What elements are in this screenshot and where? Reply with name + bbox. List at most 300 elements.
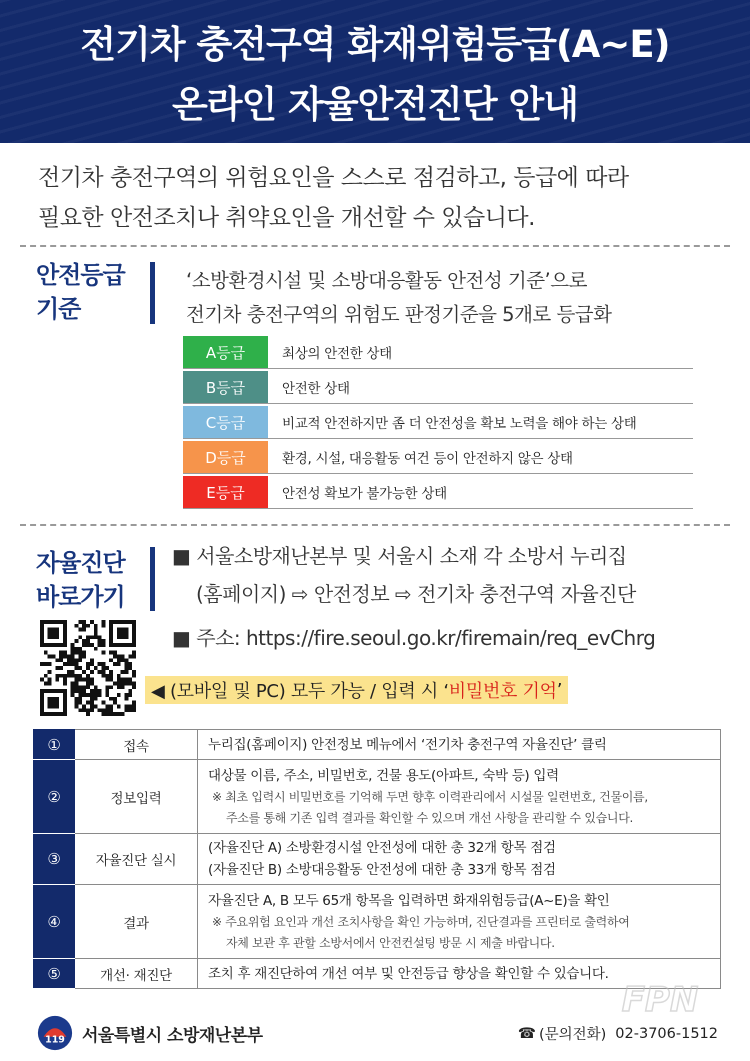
qr-module bbox=[109, 651, 113, 655]
grade-description: 안전성 확보가 불가능한 상태 bbox=[282, 486, 447, 502]
qr-module bbox=[63, 639, 67, 643]
qr-module bbox=[105, 674, 109, 678]
qr-module bbox=[86, 624, 90, 628]
qr-module bbox=[113, 655, 117, 659]
grade-description: 환경, 시설, 대응활동 여건 등이 안전하지 않은 상태 bbox=[282, 451, 573, 467]
qr-module bbox=[101, 639, 105, 643]
qr-module bbox=[132, 643, 136, 647]
qr-module bbox=[124, 628, 128, 632]
qr-module bbox=[86, 678, 90, 682]
qr-module bbox=[124, 681, 128, 685]
qr-module bbox=[78, 674, 82, 678]
qr-module bbox=[82, 704, 86, 708]
qr-module bbox=[94, 689, 98, 693]
qr-module bbox=[59, 712, 63, 716]
qr-module bbox=[121, 670, 125, 674]
step-number: ③ bbox=[34, 834, 75, 885]
qr-module bbox=[128, 689, 132, 693]
qr-module bbox=[90, 658, 94, 662]
qr-module bbox=[121, 681, 125, 685]
qr-module bbox=[132, 655, 136, 659]
qr-module bbox=[48, 632, 52, 636]
qr-module bbox=[63, 635, 67, 639]
qr-module bbox=[90, 678, 94, 682]
qr-module bbox=[128, 708, 132, 712]
qr-module bbox=[90, 681, 94, 685]
notice-highlight: 비밀번호 기억 bbox=[448, 681, 557, 702]
qr-module bbox=[128, 662, 132, 666]
qr-module bbox=[105, 712, 109, 716]
qr-module bbox=[132, 704, 136, 708]
qr-module bbox=[75, 674, 79, 678]
step-note: ※ 주요위험 요인과 개선 조치사항을 확인 가능하며, 진단결과를 프린터로 출력하여 bbox=[212, 914, 630, 929]
qr-module bbox=[55, 704, 59, 708]
qr-module bbox=[44, 712, 48, 716]
qr-module bbox=[48, 701, 52, 705]
qr-module bbox=[55, 678, 59, 682]
qr-module bbox=[59, 674, 63, 678]
qr-module bbox=[132, 708, 136, 712]
qr-module bbox=[82, 628, 86, 632]
qr-module bbox=[113, 662, 117, 666]
grade-label: D등급 bbox=[183, 441, 268, 473]
qr-module bbox=[44, 674, 48, 678]
step-row bbox=[34, 760, 721, 834]
qr-module bbox=[117, 674, 121, 678]
qr-module bbox=[109, 670, 113, 674]
qr-module bbox=[71, 658, 75, 662]
qr-module bbox=[90, 670, 94, 674]
shortcut-title-line1: 자율진단 bbox=[36, 549, 125, 577]
shortcut-line2: (홈페이지) ⇨ 안전정보 ⇨ 전기차 충전구역 자율진단 bbox=[196, 582, 636, 606]
qr-module bbox=[117, 655, 121, 659]
qr-module bbox=[75, 624, 79, 628]
qr-module bbox=[78, 658, 82, 662]
grade-description: 안전한 상태 bbox=[282, 381, 350, 397]
qr-module bbox=[63, 693, 67, 697]
qr-module bbox=[132, 620, 136, 624]
qr-module bbox=[109, 620, 113, 624]
qr-module bbox=[124, 658, 128, 662]
step-label: 정보입력 bbox=[75, 760, 198, 834]
section-title-standard bbox=[36, 258, 125, 326]
notice-banner bbox=[145, 676, 568, 704]
qr-module bbox=[101, 624, 105, 628]
qr-module bbox=[98, 643, 102, 647]
qr-module bbox=[63, 689, 67, 693]
qr-module bbox=[98, 662, 102, 666]
qr-module bbox=[75, 697, 79, 701]
qr-module bbox=[67, 662, 71, 666]
qr-module bbox=[90, 620, 94, 624]
qr-module bbox=[40, 620, 44, 624]
qr-module bbox=[86, 685, 90, 689]
qr-module bbox=[124, 693, 128, 697]
step-note: ※ 최초 입력시 비밀번호를 기억해 두면 향후 이력관리에서 시설물 일련번호, 건물이름, bbox=[212, 789, 648, 804]
qr-module bbox=[82, 624, 86, 628]
qr-module bbox=[55, 697, 59, 701]
qr-module bbox=[52, 628, 56, 632]
qr-module bbox=[59, 643, 63, 647]
qr-module bbox=[63, 704, 67, 708]
qr-module bbox=[40, 708, 44, 712]
qr-module bbox=[105, 666, 109, 670]
step-note: 주소를 통해 기존 입력 결과를 확인할 수 있으며 개선 사항을 관리할 수 있습니다. bbox=[226, 810, 634, 825]
qr-module bbox=[90, 693, 94, 697]
qr-module bbox=[63, 643, 67, 647]
qr-module bbox=[63, 697, 67, 701]
page-title-line1: 전기차 충전구역 화재위험등급(A~E) bbox=[80, 23, 670, 66]
qr-module bbox=[98, 689, 102, 693]
step-row bbox=[34, 730, 721, 760]
qr-module bbox=[44, 681, 48, 685]
qr-module bbox=[86, 708, 90, 712]
qr-module bbox=[86, 662, 90, 666]
qr-module bbox=[90, 704, 94, 708]
grade-row bbox=[183, 441, 693, 474]
qr-module bbox=[55, 658, 59, 662]
qr-module bbox=[75, 681, 79, 685]
qr-module bbox=[113, 643, 117, 647]
qr-module bbox=[55, 689, 59, 693]
qr-module bbox=[117, 632, 121, 636]
qr-module bbox=[48, 655, 52, 659]
qr-module bbox=[132, 681, 136, 685]
qr-module bbox=[82, 655, 86, 659]
qr-module bbox=[94, 632, 98, 636]
qr-module bbox=[71, 647, 75, 651]
qr-module bbox=[132, 624, 136, 628]
qr-module bbox=[113, 697, 117, 701]
step-label: 접속 bbox=[75, 730, 198, 760]
qr-module bbox=[124, 697, 128, 701]
qr-module bbox=[40, 697, 44, 701]
qr-module bbox=[105, 678, 109, 682]
qr-module bbox=[44, 620, 48, 624]
qr-module bbox=[128, 678, 132, 682]
qr-module bbox=[101, 651, 105, 655]
grade-label: C등급 bbox=[183, 406, 268, 438]
qr-module bbox=[78, 651, 82, 655]
qr-module bbox=[98, 639, 102, 643]
qr-module bbox=[117, 658, 121, 662]
qr-module bbox=[90, 689, 94, 693]
step-note: 자체 보관 후 관할 소방서에서 안전컨설팅 방문 시 제출 바랍니다. bbox=[226, 935, 555, 950]
grade-table bbox=[183, 336, 693, 511]
qr-module bbox=[44, 651, 48, 655]
qr-module bbox=[78, 655, 82, 659]
qr-module bbox=[109, 697, 113, 701]
qr-module bbox=[40, 643, 44, 647]
grade-description: 비교적 안전하지만 좀 더 안전성을 확보 노력을 해야 하는 상태 bbox=[282, 416, 637, 432]
qr-module bbox=[109, 712, 113, 716]
qr-module bbox=[75, 685, 79, 689]
qr-module bbox=[105, 708, 109, 712]
qr-module bbox=[71, 685, 75, 689]
step-row bbox=[34, 885, 721, 959]
qr-module bbox=[124, 670, 128, 674]
grade-row bbox=[183, 476, 693, 509]
qr-module bbox=[75, 651, 79, 655]
qr-module bbox=[59, 655, 63, 659]
qr-module bbox=[59, 620, 63, 624]
qr-module bbox=[117, 628, 121, 632]
phone-icon: ☎ bbox=[517, 1025, 536, 1042]
qr-module bbox=[40, 662, 44, 666]
intro-line2: 필요한 안전조치나 취약요인을 개선할 수 있습니다. bbox=[38, 205, 535, 231]
qr-module bbox=[59, 689, 63, 693]
step-description bbox=[198, 730, 721, 760]
qr-module bbox=[75, 701, 79, 705]
qr-module bbox=[71, 689, 75, 693]
qr-module bbox=[105, 685, 109, 689]
qr-module bbox=[52, 635, 56, 639]
standard-title-line1: 안전등급 bbox=[36, 261, 125, 289]
qr-module bbox=[86, 712, 90, 716]
qr-module bbox=[82, 670, 86, 674]
qr-module bbox=[82, 708, 86, 712]
svg-text:119: 119 bbox=[45, 1034, 65, 1046]
qr-module bbox=[94, 704, 98, 708]
qr-module bbox=[48, 662, 52, 666]
qr-module bbox=[44, 689, 48, 693]
qr-module bbox=[48, 697, 52, 701]
qr-module bbox=[63, 624, 67, 628]
qr-module bbox=[82, 693, 86, 697]
qr-module bbox=[63, 681, 67, 685]
qr-module bbox=[48, 681, 52, 685]
qr-module bbox=[117, 681, 121, 685]
qr-module bbox=[78, 620, 82, 624]
qr-module bbox=[132, 685, 136, 689]
qr-module bbox=[63, 701, 67, 705]
qr-module bbox=[121, 658, 125, 662]
grade-row bbox=[183, 336, 693, 369]
qr-module bbox=[63, 674, 67, 678]
qr-module bbox=[101, 701, 105, 705]
qr-module bbox=[128, 704, 132, 708]
qr-module bbox=[113, 651, 117, 655]
qr-module bbox=[75, 678, 79, 682]
qr-module bbox=[55, 620, 59, 624]
qr-module bbox=[90, 635, 94, 639]
qr-module bbox=[117, 693, 121, 697]
qr-module bbox=[105, 704, 109, 708]
shortcut-address[interactable]: ■ 주소: https://fire.seoul.go.kr/firemain/req_evChrg bbox=[172, 626, 656, 650]
qr-module bbox=[40, 635, 44, 639]
qr-module bbox=[128, 666, 132, 670]
qr-module bbox=[55, 643, 59, 647]
qr-module bbox=[63, 655, 67, 659]
qr-module bbox=[101, 670, 105, 674]
qr-module bbox=[132, 628, 136, 632]
step-label: 자율진단 실시 bbox=[75, 834, 198, 885]
qr-module bbox=[52, 712, 56, 716]
qr-module bbox=[78, 689, 82, 693]
section-accent-bar bbox=[150, 547, 155, 611]
qr-module bbox=[48, 678, 52, 682]
qr-module bbox=[52, 620, 56, 624]
qr-module bbox=[98, 708, 102, 712]
qr-module bbox=[48, 704, 52, 708]
qr-module bbox=[40, 701, 44, 705]
qr-module bbox=[71, 670, 75, 674]
qr-module bbox=[121, 628, 125, 632]
step-line: (자율진단 B) 소방대응활동 안전성에 대한 총 33개 항목 점검 bbox=[208, 862, 556, 878]
qr-module bbox=[63, 662, 67, 666]
qr-module bbox=[59, 666, 63, 670]
qr-module bbox=[82, 678, 86, 682]
grade-label: E등급 bbox=[183, 476, 268, 508]
qr-module bbox=[90, 701, 94, 705]
qr-module bbox=[71, 674, 75, 678]
qr-module bbox=[71, 662, 75, 666]
qr-module bbox=[132, 670, 136, 674]
step-number: ② bbox=[34, 760, 75, 834]
qr-module bbox=[48, 628, 52, 632]
qr-module bbox=[52, 632, 56, 636]
qr-module bbox=[109, 632, 113, 636]
qr-module bbox=[67, 674, 71, 678]
qr-module bbox=[40, 689, 44, 693]
watermark-logo bbox=[600, 975, 720, 1025]
qr-module bbox=[75, 639, 79, 643]
qr-module bbox=[121, 678, 125, 682]
qr-module bbox=[90, 662, 94, 666]
qr-module bbox=[109, 678, 113, 682]
qr-module bbox=[82, 643, 86, 647]
notice-suffix: ’ bbox=[556, 679, 563, 701]
notice-text: ◀ (모바일 및 PC) 모두 가능 / 입력 시 ‘ bbox=[151, 681, 449, 702]
qr-module bbox=[128, 681, 132, 685]
qr-module bbox=[63, 678, 67, 682]
step-line: 대상물 이름, 주소, 비밀번호, 건물 용도(아파트, 숙박 등) 입력 bbox=[208, 767, 559, 784]
qr-module bbox=[109, 639, 113, 643]
qr-module bbox=[109, 643, 113, 647]
qr-module bbox=[98, 635, 102, 639]
qr-module bbox=[109, 628, 113, 632]
qr-module bbox=[63, 620, 67, 624]
qr-module bbox=[63, 712, 67, 716]
qr-module bbox=[132, 651, 136, 655]
qr-module bbox=[78, 697, 82, 701]
section-divider bbox=[20, 245, 730, 247]
qr-module bbox=[121, 635, 125, 639]
qr-module bbox=[117, 620, 121, 624]
contact-phone[interactable] bbox=[518, 1023, 718, 1044]
qr-module bbox=[124, 632, 128, 636]
qr-module bbox=[48, 635, 52, 639]
qr-module bbox=[94, 628, 98, 632]
qr-module bbox=[55, 628, 59, 632]
section-title-shortcut bbox=[36, 546, 125, 614]
qr-module bbox=[121, 620, 125, 624]
qr-module bbox=[94, 697, 98, 701]
qr-module bbox=[124, 704, 128, 708]
qr-module bbox=[63, 628, 67, 632]
qr-module bbox=[75, 662, 79, 666]
qr-module bbox=[117, 685, 121, 689]
grade-row bbox=[183, 406, 693, 439]
qr-module bbox=[117, 678, 121, 682]
qr-module bbox=[75, 658, 79, 662]
organization-name: 서울특별시 소방재난본부 bbox=[82, 1026, 263, 1046]
qr-module bbox=[109, 674, 113, 678]
qr-module bbox=[109, 708, 113, 712]
qr-module bbox=[40, 639, 44, 643]
qr-module bbox=[82, 620, 86, 624]
qr-module bbox=[78, 635, 82, 639]
step-description bbox=[198, 885, 721, 959]
step-row bbox=[34, 834, 721, 885]
qr-module bbox=[117, 635, 121, 639]
fire-department-logo bbox=[36, 1014, 74, 1052]
qr-module bbox=[124, 708, 128, 712]
qr-module bbox=[40, 628, 44, 632]
qr-module bbox=[128, 643, 132, 647]
qr-module bbox=[40, 624, 44, 628]
qr-module bbox=[113, 681, 117, 685]
qr-module bbox=[63, 708, 67, 712]
qr-module bbox=[48, 712, 52, 716]
qr-module bbox=[101, 620, 105, 624]
qr-module bbox=[75, 704, 79, 708]
step-description bbox=[198, 760, 721, 834]
qr-module bbox=[121, 643, 125, 647]
standard-title-line2: 기준 bbox=[36, 295, 81, 323]
qr-module bbox=[117, 643, 121, 647]
qr-module bbox=[71, 643, 75, 647]
phone-label: (문의전화) bbox=[538, 1027, 607, 1043]
step-line: 누리집(홈페이지) 안전정보 메뉴에서 ‘전기차 충전구역 자율진단’ 클릭 bbox=[208, 736, 607, 753]
qr-module bbox=[124, 666, 128, 670]
qr-module bbox=[52, 704, 56, 708]
phone-number: 02-3706-1512 bbox=[615, 1025, 718, 1042]
qr-module bbox=[132, 632, 136, 636]
qr-module bbox=[86, 681, 90, 685]
qr-module bbox=[132, 674, 136, 678]
page-title-line2: 온라인 자율안전진단 안내 bbox=[172, 83, 578, 126]
qr-module bbox=[67, 655, 71, 659]
qr-module bbox=[78, 678, 82, 682]
step-number: ④ bbox=[34, 885, 75, 959]
qr-module bbox=[55, 712, 59, 716]
qr-module bbox=[105, 689, 109, 693]
step-description bbox=[198, 834, 721, 885]
qr-module bbox=[94, 635, 98, 639]
qr-module bbox=[67, 658, 71, 662]
qr-module bbox=[109, 704, 113, 708]
grade-description: 최상의 안전한 상태 bbox=[282, 346, 392, 362]
qr-module bbox=[121, 712, 125, 716]
qr-module bbox=[82, 651, 86, 655]
qr-module bbox=[86, 701, 90, 705]
qr-module bbox=[78, 647, 82, 651]
grade-label: B등급 bbox=[183, 371, 268, 403]
qr-module bbox=[86, 693, 90, 697]
qr-module bbox=[52, 697, 56, 701]
qr-module bbox=[109, 685, 113, 689]
qr-module bbox=[101, 662, 105, 666]
qr-module bbox=[75, 647, 79, 651]
section-divider bbox=[20, 524, 730, 526]
qr-module bbox=[105, 693, 109, 697]
qr-module bbox=[124, 635, 128, 639]
qr-code[interactable] bbox=[40, 620, 136, 716]
qr-module bbox=[101, 643, 105, 647]
steps-table bbox=[33, 729, 721, 989]
step-line: (자율진단 A) 소방환경시설 안전성에 대한 총 32개 항목 점검 bbox=[208, 840, 556, 856]
